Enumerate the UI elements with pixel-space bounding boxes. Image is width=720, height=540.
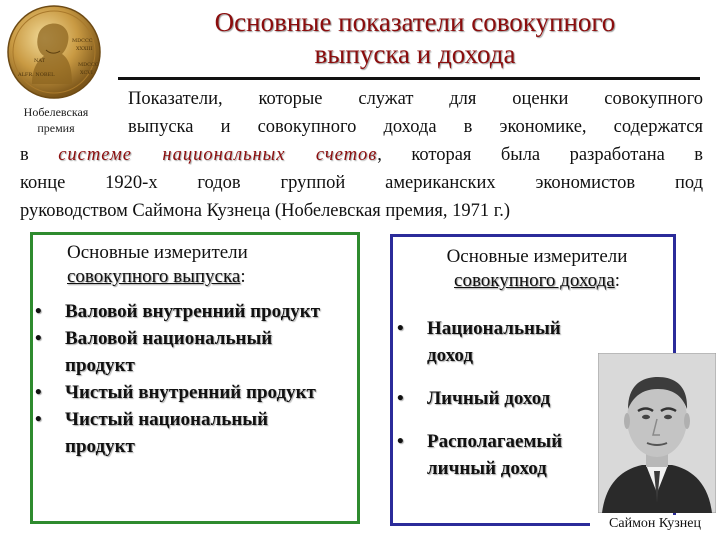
list-item-text: Располагаемый личный доход <box>427 431 563 479</box>
national-accounts-term: системе национальных счетов <box>58 145 378 165</box>
output-heading-line1: Основные измерители <box>67 242 248 263</box>
svg-text:MDCCC: MDCCC <box>72 38 93 44</box>
svg-text:NAT: NAT <box>34 58 46 64</box>
intro-line-4: конце 1920-х годов группой американских экономистов под <box>20 173 703 193</box>
portrait-caption: Саймон Кузнец <box>590 515 720 533</box>
output-measures-heading <box>67 241 357 289</box>
bullet-icon: • <box>397 431 404 452</box>
svg-text:XXXIII: XXXIII <box>76 46 93 52</box>
income-heading-colon: : <box>614 270 620 291</box>
list-item-text: Чистый национальный продукт <box>65 409 269 457</box>
income-measures-heading <box>407 245 667 293</box>
income-heading-line1: Основные измерители <box>446 246 628 267</box>
bullet-icon: • <box>397 318 404 339</box>
intro-line-1: Показатели, которые служат для оценки совокупного <box>128 89 703 109</box>
income-measures-list <box>397 315 602 498</box>
income-heading-underlined: совокупного дохода <box>454 270 615 291</box>
bullet-icon: • <box>397 388 404 409</box>
bullet-icon: • <box>35 409 42 430</box>
list-item <box>35 406 335 460</box>
output-heading-underlined: совокупного выпуска <box>67 266 241 287</box>
output-measures-box <box>30 232 360 524</box>
slide-title <box>110 6 720 70</box>
output-heading-colon: : <box>240 266 246 287</box>
list-item-text: Валовой национальный продукт <box>65 328 273 376</box>
list-item <box>397 385 602 412</box>
medal-inscription: ALFR. NOBEL <box>18 72 55 78</box>
list-item <box>35 379 335 406</box>
output-measures-list <box>35 298 335 460</box>
list-item-text: Валовой внутренний продукт <box>65 301 321 322</box>
bullet-icon: • <box>35 382 42 403</box>
slide-title-line1: Основные показатели совокупного <box>214 7 616 37</box>
svg-text:XCVI: XCVI <box>80 70 93 76</box>
intro-line-3-start: в <box>20 145 29 165</box>
slide-title-line2: выпуска и дохода <box>314 39 516 69</box>
medal-caption-line1: Нобелевская <box>23 105 89 119</box>
kuznets-portrait <box>598 353 716 513</box>
list-item-text: Национальный доход <box>427 318 561 366</box>
bullet-icon: • <box>35 328 42 349</box>
intro-line-5: руководством Саймона Кузнеца (Нобелевская премия, 1971 г.) <box>20 201 511 221</box>
intro-paragraph <box>20 85 703 225</box>
list-item-text: Личный доход <box>427 388 551 409</box>
list-item <box>35 298 335 325</box>
title-divider <box>118 77 700 80</box>
bullet-icon: • <box>35 301 42 322</box>
list-item-text: Чистый внутренний продукт <box>65 382 316 403</box>
medal-caption-line2: премия <box>37 121 75 135</box>
intro-line-2: выпуска и совокупного дохода в экономике, содержатся <box>128 117 703 137</box>
intro-line-3 <box>20 141 703 169</box>
list-item <box>35 325 335 379</box>
list-item <box>397 428 602 482</box>
intro-line-3-end: , которая была разработана в <box>377 145 704 165</box>
list-item <box>397 315 602 369</box>
svg-text:MDCCC: MDCCC <box>78 62 99 68</box>
